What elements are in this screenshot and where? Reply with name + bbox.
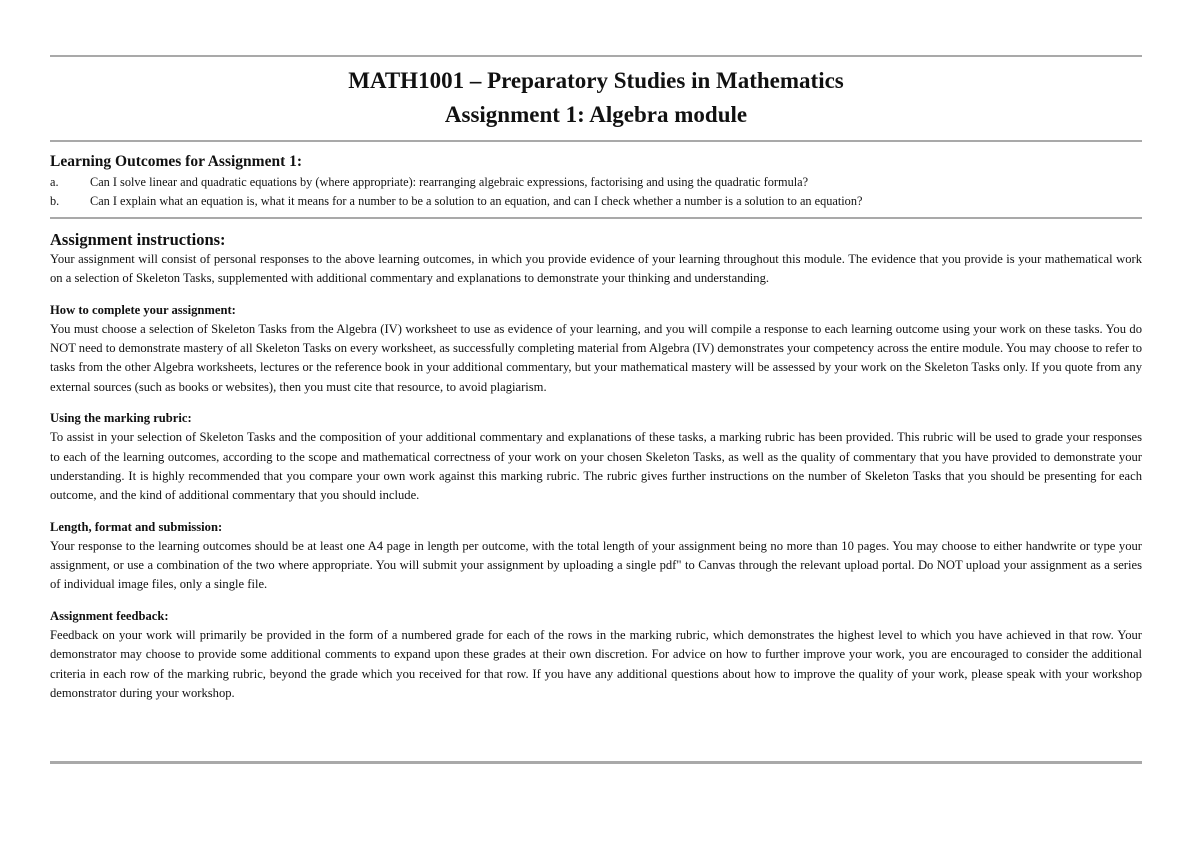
learning-outcomes-heading: Learning Outcomes for Assignment 1: [50,153,303,170]
learning-outcome-item [50,173,1142,192]
outcome-text: Can I explain what an equation is, what it means for a number to be a solution to an equation, and can I check whether a number is a solution to an equation? [90,194,863,208]
document-title [50,64,1142,132]
document-page [50,0,1142,848]
marking-rubric-heading: Using the marking rubric: [50,411,192,426]
assignment-title: Assignment 1: Algebra module [444,102,748,127]
bottom-rule [50,761,1142,764]
length-format-text: Your response to the learning outcomes should be at least one A4 page in length per outcome, with the total length of your assignment being no more than 10 pages. You may choose to either handwrite or type your assignment, or use a combination of the two where appropriate. You will submit your assignment by uploading a single pdf" to Canvas through the relevant upload portal. Do NOT upload your assignment as a series of individual image files, only a single file. [50,538,1142,592]
how-to-complete-heading: How to complete your assignment: [50,302,236,317]
feedback-heading: Assignment feedback: [50,608,169,623]
how-to-complete-text: You must choose a selection of Skeleton Tasks from the Algebra (IV) worksheet to use as evidence of your learning, and you will compile a response to each learning outcome using your work on these tasks. You do NOT need to demonstrate mastery of all Skeleton Tasks on every worksheet, as successfully completing material from Algebra (IV) demonstrates your competency across the entire module. You may choose to refer to tasks from the other Algebra worksheets, lectures or the reference book in your additional commentary, but your mathematical mastery will be assessed by your work on the Skeleton Tasks only. If you quote from any external sources (such as books or websites), then you must cite that resource, to avoid plagiarism. [50,321,1142,394]
outcome-letter: a. [50,175,59,189]
course-title: MATH1001 – Preparatory Studies in Mathematics [348,68,844,93]
feedback-text: Feedback on your work will primarily be provided in the form of a numbered grade for each of the rows in the marking rubric, which demonstrates the highest level to which you have achieved in that row. Your demonstrator may choose to provide some additional comments to expand upon these grades at their own discretion. For advice on how to further improve your work, you are encouraged to consider the additional criteria in each row of the marking rubric, beyond the grade which you received for that row. If you have any additional questions about how to improve the quality of your work, please speak with your workshop demonstrator during your workshop. [50,628,1142,700]
learning-outcomes-section [50,152,1142,211]
assignment-instructions-section [50,229,1142,703]
outcomes-rule [50,217,1142,219]
length-format-heading: Length, format and submission: [50,519,223,534]
learning-outcome-item [50,192,1142,211]
title-rule [50,140,1142,142]
outcome-text: Can I solve linear and quadratic equations by (where appropriate): rearranging algebraic expressions, factorising and using the quadratic formula? [90,175,809,189]
outcome-letter: b. [50,194,60,208]
top-rule [50,55,1142,57]
instructions-intro: Your assignment will consist of personal responses to the above learning outcomes, in which you provide evidence of your learning throughout this module. The evidence that you provide is your mathematical work on a selection of Skeleton Tasks, supplemented with additional commentary and explanations to demonstrate your thinking and understanding. [50,252,1142,286]
marking-rubric-text: To assist in your selection of Skeleton Tasks and the composition of your additional commentary and explanations of these tasks, a marking rubric has been provided. This rubric will be used to grade your responses to each of the learning outcomes, according to the scope and mathematical correctness of your work on your chosen Skeleton Tasks, as well as the quality of commentary that you have provided to demonstrate your understanding. It is highly recommended that you compare your own work against this marking rubric. The rubric gives further instructions on the number of Skeleton Tasks that you should be presenting for each outcome, and the kind of additional commentary that you should include. [50,430,1142,503]
instructions-heading: Assignment instructions: [50,230,226,249]
